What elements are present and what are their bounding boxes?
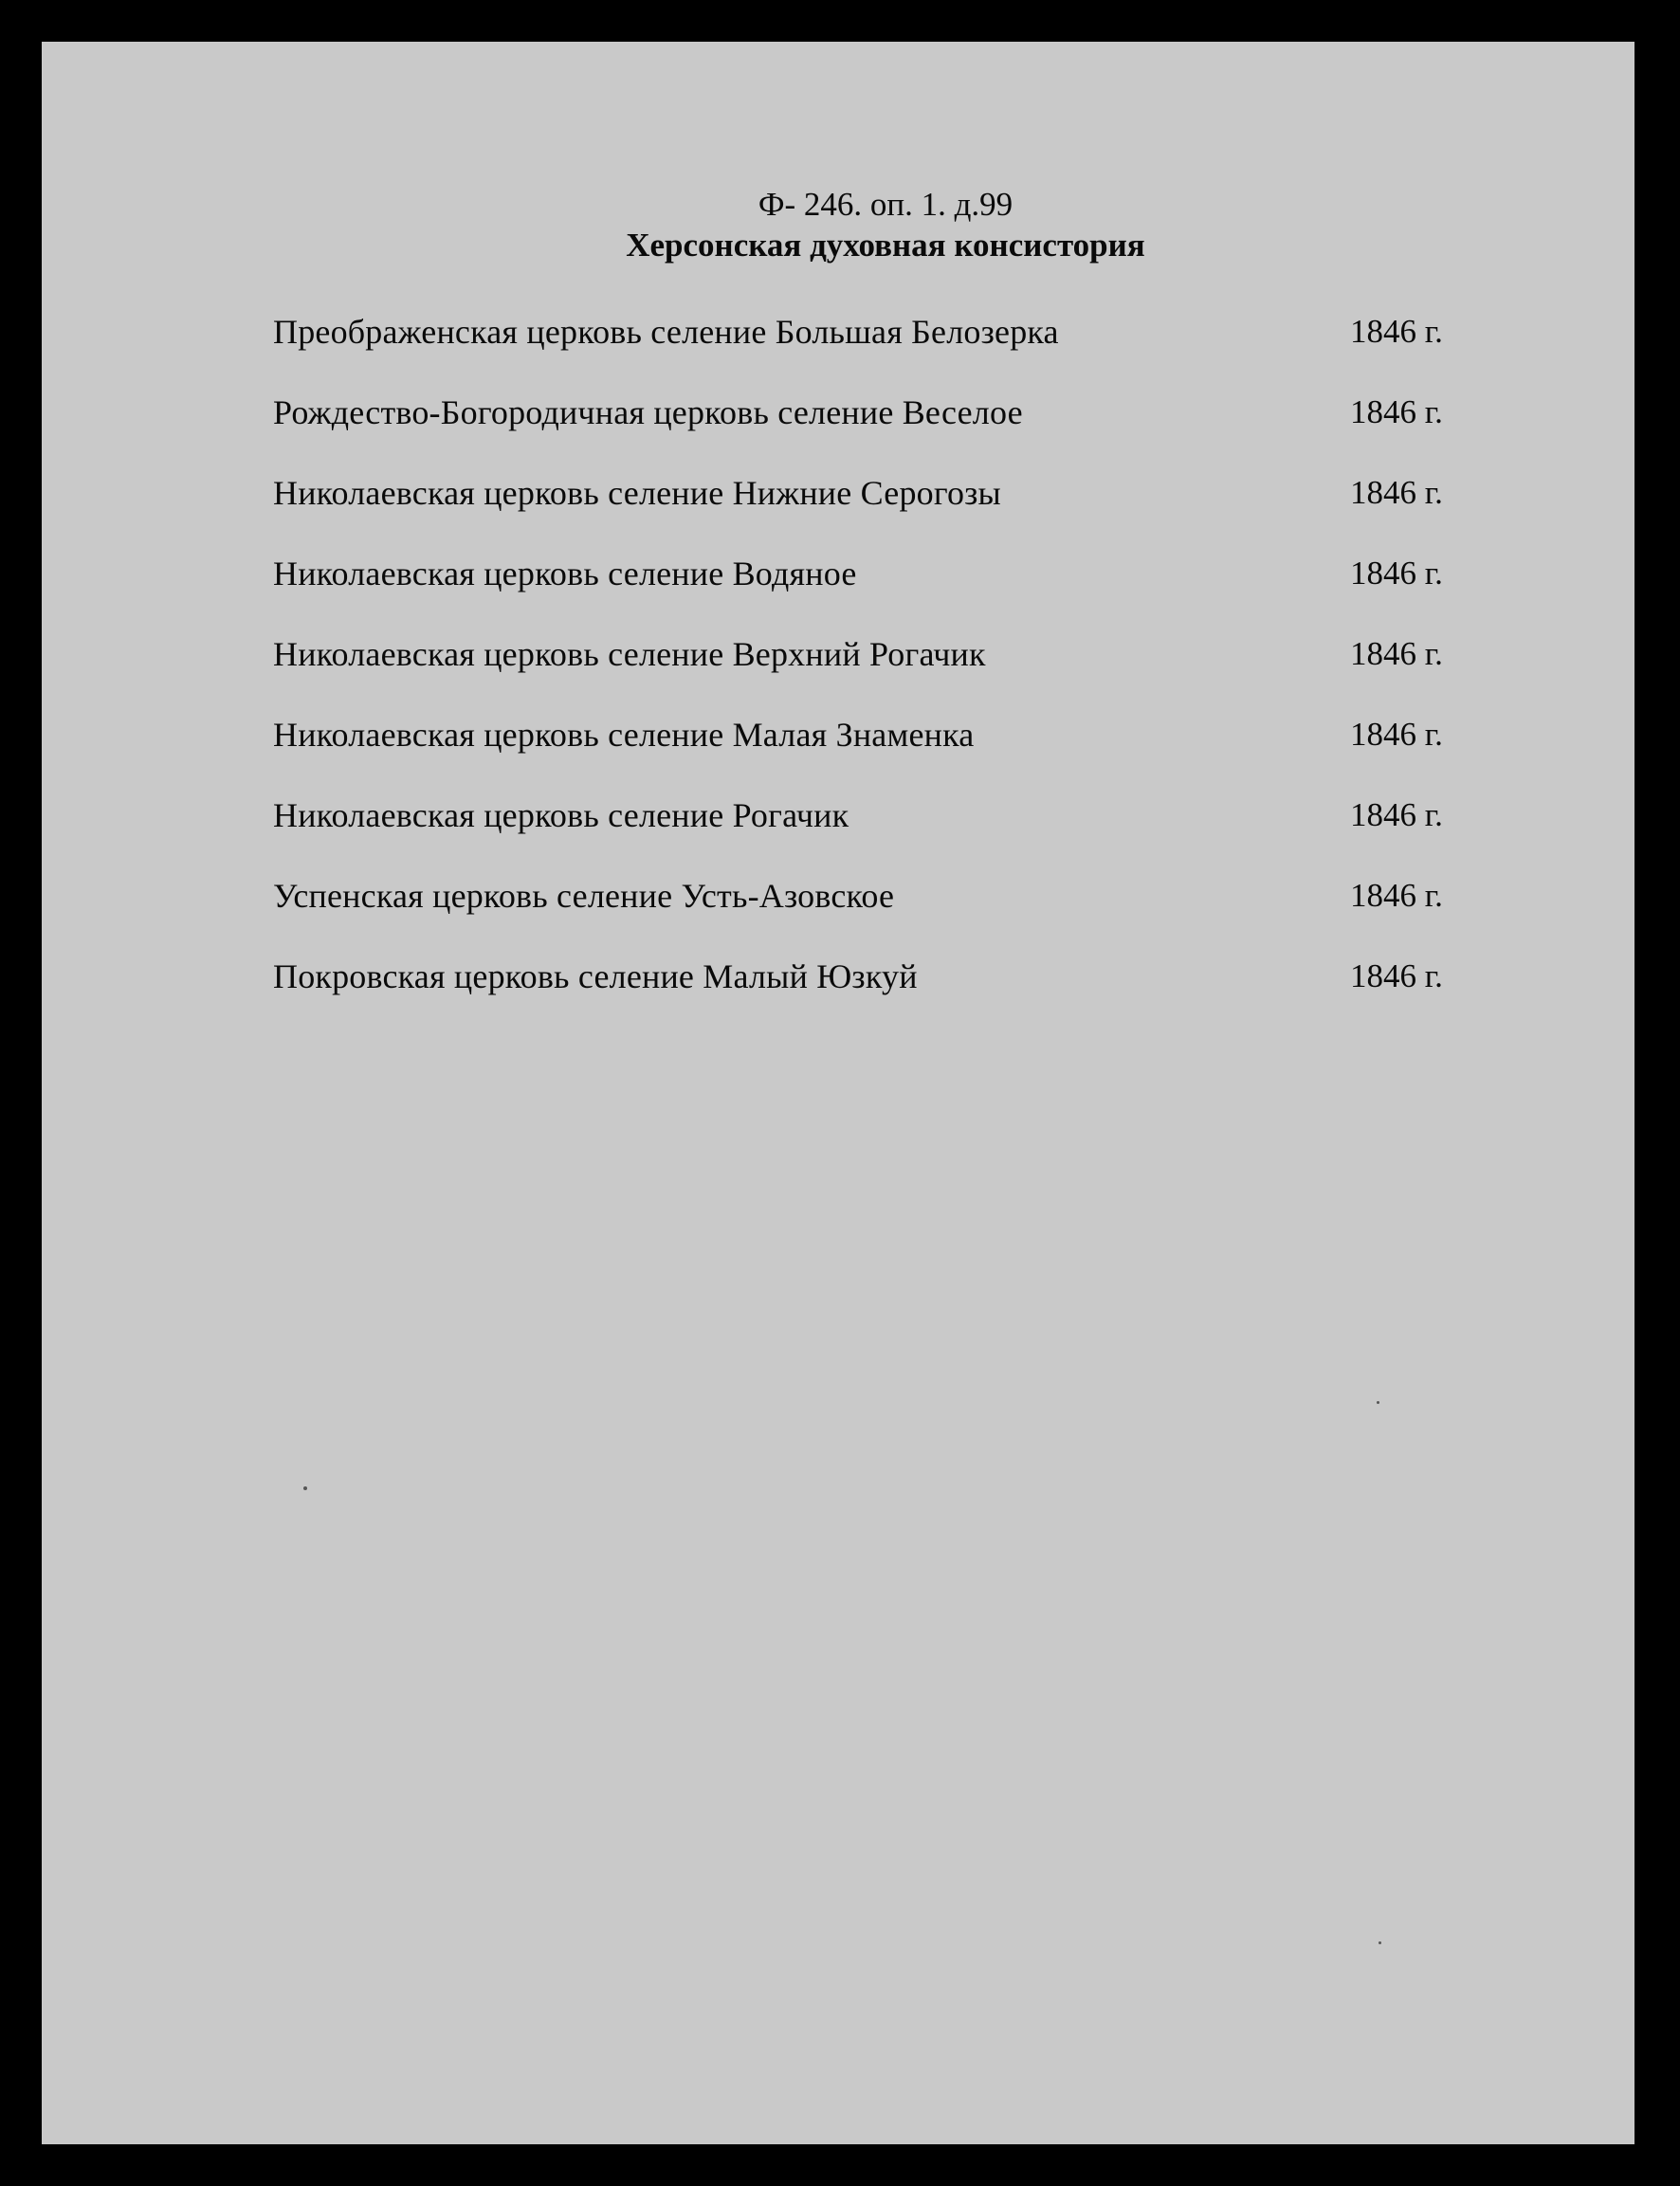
document-title: Херсонская духовная консистория	[626, 227, 1145, 264]
list-item	[273, 472, 1468, 553]
church-list	[273, 311, 1468, 1036]
record-year: 1846 г.	[1350, 313, 1443, 350]
record-year: 1846 г.	[1350, 555, 1443, 592]
record-year: 1846 г.	[1350, 393, 1443, 430]
list-item	[273, 633, 1468, 714]
church-name: Николаевская церковь селение Водяное	[273, 555, 857, 592]
record-year: 1846 г.	[1350, 635, 1443, 672]
list-item	[273, 311, 1468, 392]
scan-speck	[1379, 1941, 1381, 1944]
church-name: Преображенская церковь селение Большая Белозерка	[273, 313, 1059, 351]
record-year: 1846 г.	[1350, 796, 1443, 833]
list-item	[273, 794, 1468, 875]
document-page	[42, 42, 1634, 2144]
church-name: Успенская церковь селение Усть-Азовское	[273, 877, 895, 915]
church-name: Покровская церковь селение Малый Юзкуй	[273, 957, 918, 995]
church-name: Николаевская церковь селение Рогачик	[273, 796, 849, 834]
record-year: 1846 г.	[1350, 877, 1443, 914]
record-year: 1846 г.	[1350, 716, 1443, 753]
list-item	[273, 553, 1468, 633]
document-header	[42, 184, 1293, 265]
list-item	[273, 714, 1468, 794]
list-item	[273, 392, 1468, 472]
archive-reference: Ф- 246. оп. 1. д.99	[758, 186, 1013, 223]
church-name: Николаевская церковь селение Верхний Рогачик	[273, 635, 986, 673]
scan-speck	[303, 1486, 307, 1490]
list-item	[273, 875, 1468, 956]
scan-speck	[1377, 1401, 1379, 1404]
record-year: 1846 г.	[1350, 474, 1443, 511]
record-year: 1846 г.	[1350, 957, 1443, 994]
church-name: Николаевская церковь селение Малая Знаменка	[273, 716, 975, 754]
church-name: Николаевская церковь селение Нижние Серогозы	[273, 474, 1001, 512]
church-name: Рождество-Богородичная церковь селение Веселое	[273, 393, 1023, 431]
list-item	[273, 956, 1468, 1036]
